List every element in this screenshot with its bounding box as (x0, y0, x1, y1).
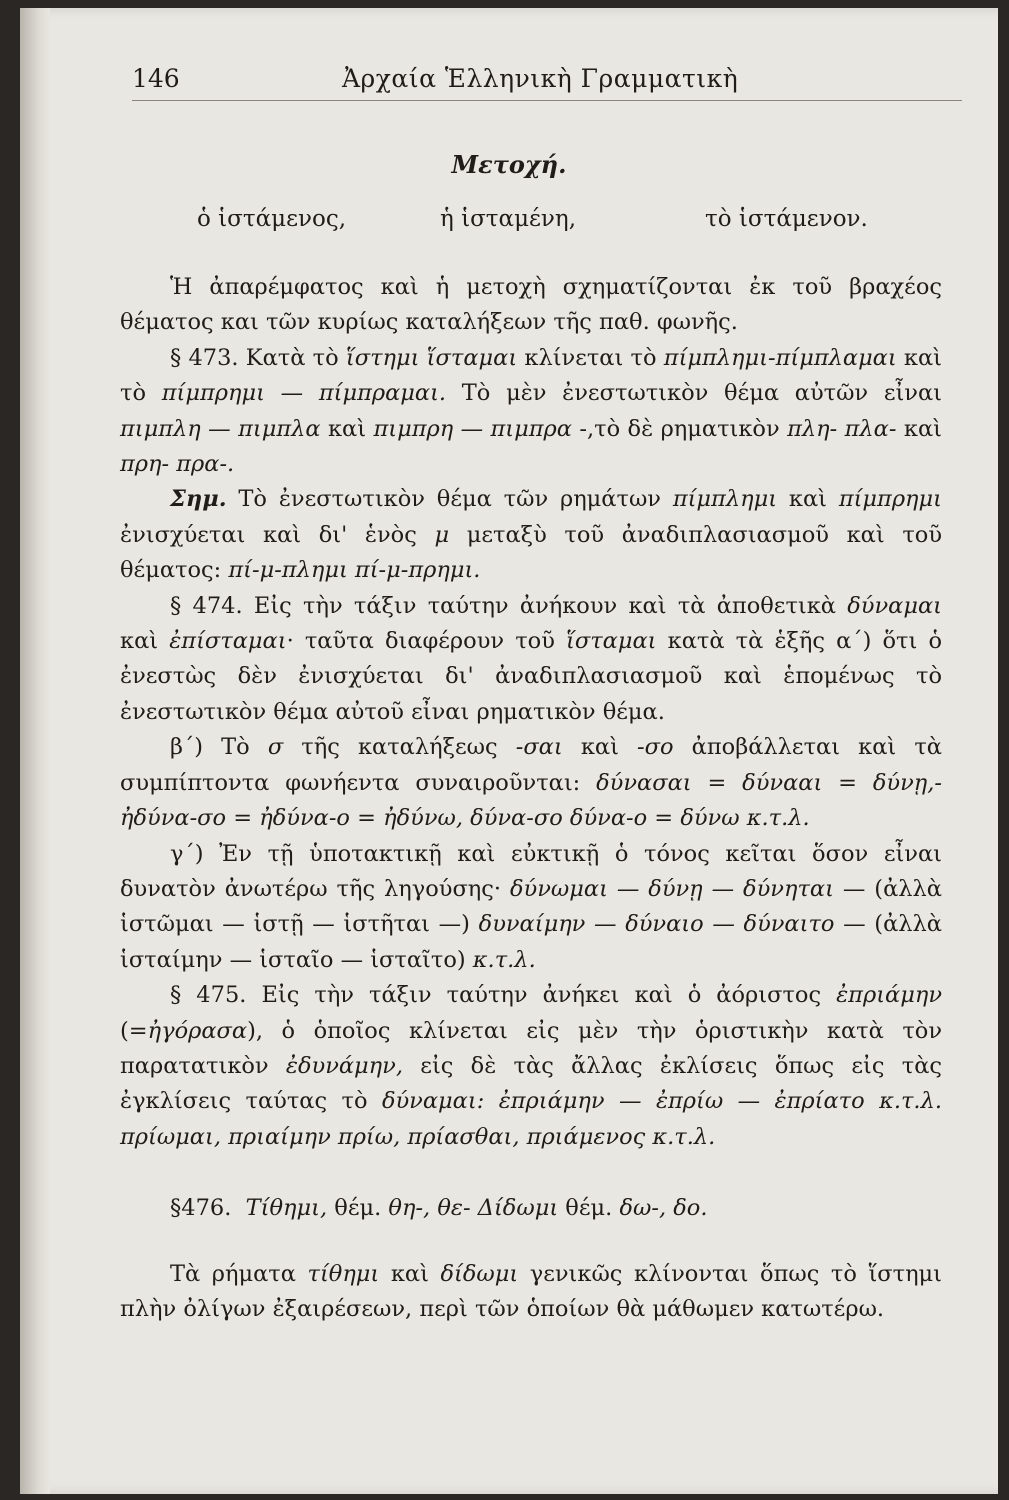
italic-run: πλη- πλα- (787, 415, 897, 442)
italic-run: τίθημι (307, 1260, 380, 1287)
section-heading: Μετοχή. (451, 150, 567, 179)
italic-run: θη-, θε- (388, 1195, 471, 1222)
paragraph-note (120, 482, 942, 588)
text-run: καὶ (562, 734, 638, 761)
text-run: γ΄) Ἐν τῇ ὑποτακτικῇ καὶ εὐκτικῇ ὁ τόνος κεῖται ὅσον εἶναι δυνατὸν ἀνωτέρω τῆς ληγούσης· (120, 840, 942, 902)
italic-run: ἐπίσταμαι (169, 628, 287, 655)
section-number: § 473. (170, 344, 239, 371)
paragraph-474 (120, 589, 942, 731)
italic-run: Τίθημι, (245, 1195, 328, 1222)
paragraph-gamma (120, 837, 942, 979)
italic-run: πρη- πρα-. (120, 451, 235, 478)
italic-run: -σαι (515, 734, 563, 761)
text-run: καὶ (777, 486, 839, 513)
text-run: κλίνεται τὸ (517, 344, 664, 371)
italic-run: πιμπρη — πιμπρα (373, 415, 572, 442)
text-run: Κατὰ τὸ (238, 344, 346, 371)
italic-run: ἵστημι ἵσταμαι (345, 344, 518, 371)
italic-run: πίμπλημι (672, 486, 778, 513)
text-run: Εἰς τὴν τάξιν ταύτην ἀνήκει καὶ ὁ ἀόριστος (246, 982, 837, 1009)
text-run: κατὰ τὰ ἑξῆς α΄) ὅτι ὁ ἐνεστὼς δὲν ἐνισχύεται δι' ἀναδιπλασιασμοῦ καὶ ἑπομένως τὸ ἐνεστωτικὸν θέμα αὐτοῦ εἶναι ρηματικὸν θέμα. (120, 628, 943, 725)
italic-run: πίμπλημι-πίμπλαμαι (663, 344, 897, 371)
text-run: Τὸ ἐνεστωτικὸν θέμα τῶν ρημάτων (226, 486, 673, 513)
italic-run: μ (434, 521, 450, 548)
participle-feminine: ἡ ἱσταμένη, (440, 206, 577, 232)
text-run: Τὰ ρήματα (170, 1260, 308, 1287)
page-spine-shadow (20, 8, 50, 1494)
italic-run: Δίδωμι (477, 1195, 559, 1222)
italic-run: ἠγόρασα (147, 1017, 248, 1044)
text-run: β΄) Τὸ (170, 734, 268, 761)
paragraph-475 (120, 978, 942, 1155)
text-run: καὶ (320, 415, 374, 442)
book-page (20, 8, 998, 1494)
text-run: καὶ (379, 1260, 441, 1287)
text-run: θέμ. (327, 1195, 389, 1222)
italic-run: δίδωμι (440, 1260, 519, 1287)
text-run: — (ἀλλὰ ἱστῶμαι — ἱστῇ — ἱστῆται —) (120, 875, 942, 938)
section-number: §476. (170, 1195, 232, 1222)
text-run: -,τὸ δὲ ρηματικὸν (571, 415, 788, 442)
paragraph-infinitive: Ἡ ἀπαρέμφατος καὶ ἡ μετοχὴ σχηματίζονται ἐκ τοῦ βραχέος θέματος και τῶν κυρίως καταλήξεων τῆς παθ. φωνῆς. (120, 274, 942, 336)
text-run: Εἰς τὴν τάξιν ταύτην ἀνήκουν καὶ τὰ ἀποθετικὰ (242, 592, 848, 619)
italic-run: πίμπρημι (838, 486, 942, 513)
text-run: ), ὁ ὁποῖος κλίνεται εἰς μὲν τὴν ὁριστικὴν κατὰ τὸν παρατατικὸν (120, 1017, 942, 1079)
italic-run: πιμπλη — πιμπλα (120, 415, 321, 442)
italic-run: δύνωμαι — δύνῃ — δύνηται (510, 875, 834, 902)
section-number: § 474. (170, 592, 243, 619)
text-run: ἐνισχύεται καὶ δι' ἑνὸς (120, 521, 435, 548)
page-number: 146 (132, 64, 180, 93)
text-run: ἀποβάλλεται καὶ τὰ συμπίπτοντα φωνήεντα συναιροῦνται: (120, 734, 942, 796)
text-run: μεταξὺ τοῦ ἀναδιπλασιασμοῦ καὶ τοῦ θέματος: (120, 521, 942, 584)
italic-run: ἐπριάμην (836, 982, 942, 1009)
italic-run: δυναίμην — δύναιο — δύναιτο (478, 911, 835, 938)
italic-run: κ.τ.λ. (472, 946, 536, 973)
text-run: καὶ (120, 628, 170, 655)
italic-run: σ (267, 734, 284, 761)
text-run: · ταῦτα διαφέρουν τοῦ (286, 628, 567, 655)
text-run: εἰς δὲ τὰς ἄλλας ἐκλίσεις ὅπως εἰς τὰς ἐγκλίσεις ταύτας τὸ (120, 1052, 942, 1115)
paragraph-476 (120, 1191, 942, 1226)
text-run: θέμ. (558, 1195, 620, 1222)
body-text (120, 270, 942, 1327)
italic-run: πί-μ-πλημι πί-μ-πρημι. (228, 557, 481, 584)
paragraph-final (120, 1257, 942, 1328)
note-label: Σημ. (170, 486, 227, 513)
running-title: Ἀρχαία Ἑλληνικὴ Γραμματικὴ (342, 64, 739, 93)
italic-run: δύναμαι (847, 592, 943, 619)
italic-run: ἵσταμαι (566, 628, 657, 655)
participle-neuter: τὸ ἱστάμενον. (705, 206, 868, 232)
text-run: τῆς καταλήξεως (283, 734, 516, 761)
italic-run: δύναμαι: ἐπριάμην — ἐπρίω — ἐπρίατο κ.τ.λ. πρίωμαι, πριαίμην πρίω, πρίασθαι, πριάμενος κ.τ.λ. (120, 1088, 942, 1150)
italic-run: δω-, δο. (619, 1195, 708, 1222)
running-header (132, 60, 962, 101)
text-run: καὶ (896, 415, 942, 442)
italic-run: δύνασαι = δύνααι = δύνῃ,- ἠδύνα-σο = ἠδύνα-ο = ἠδύνω, δύνα-σο δύνα-ο = δύνω κ.τ.λ. (120, 769, 942, 832)
text-run: Τὸ μὲν ἐνεστωτικὸν θέμα αὐτῶν εἶναι (446, 380, 942, 407)
italic-run: πίμπρημι — πίμπραμαι. (161, 380, 447, 407)
text-run: (= (120, 1017, 148, 1044)
participle-masculine: ὁ ἱστάμενος, (197, 206, 347, 232)
paragraph-473 (120, 341, 942, 483)
paragraph-beta (120, 730, 942, 836)
text-run: καὶ τὸ (120, 344, 943, 407)
italic-run: ἐδυνάμην, (285, 1052, 403, 1079)
text-run (471, 1195, 478, 1221)
italic-run: -σο (637, 734, 674, 761)
section-number: § 475. (170, 982, 247, 1009)
text-run: — (ἀλλὰ ἱσταίμην — ἱσταῖο — ἱσταῖτο) (120, 911, 942, 973)
text-run: γενικῶς κλίνονται ὅπως τὸ ἵστημι πλὴν ὀλίγων ἐξαιρέσεων, περὶ τῶν ὁποίων θὰ μάθωμεν κατωτέρω. (120, 1260, 943, 1322)
